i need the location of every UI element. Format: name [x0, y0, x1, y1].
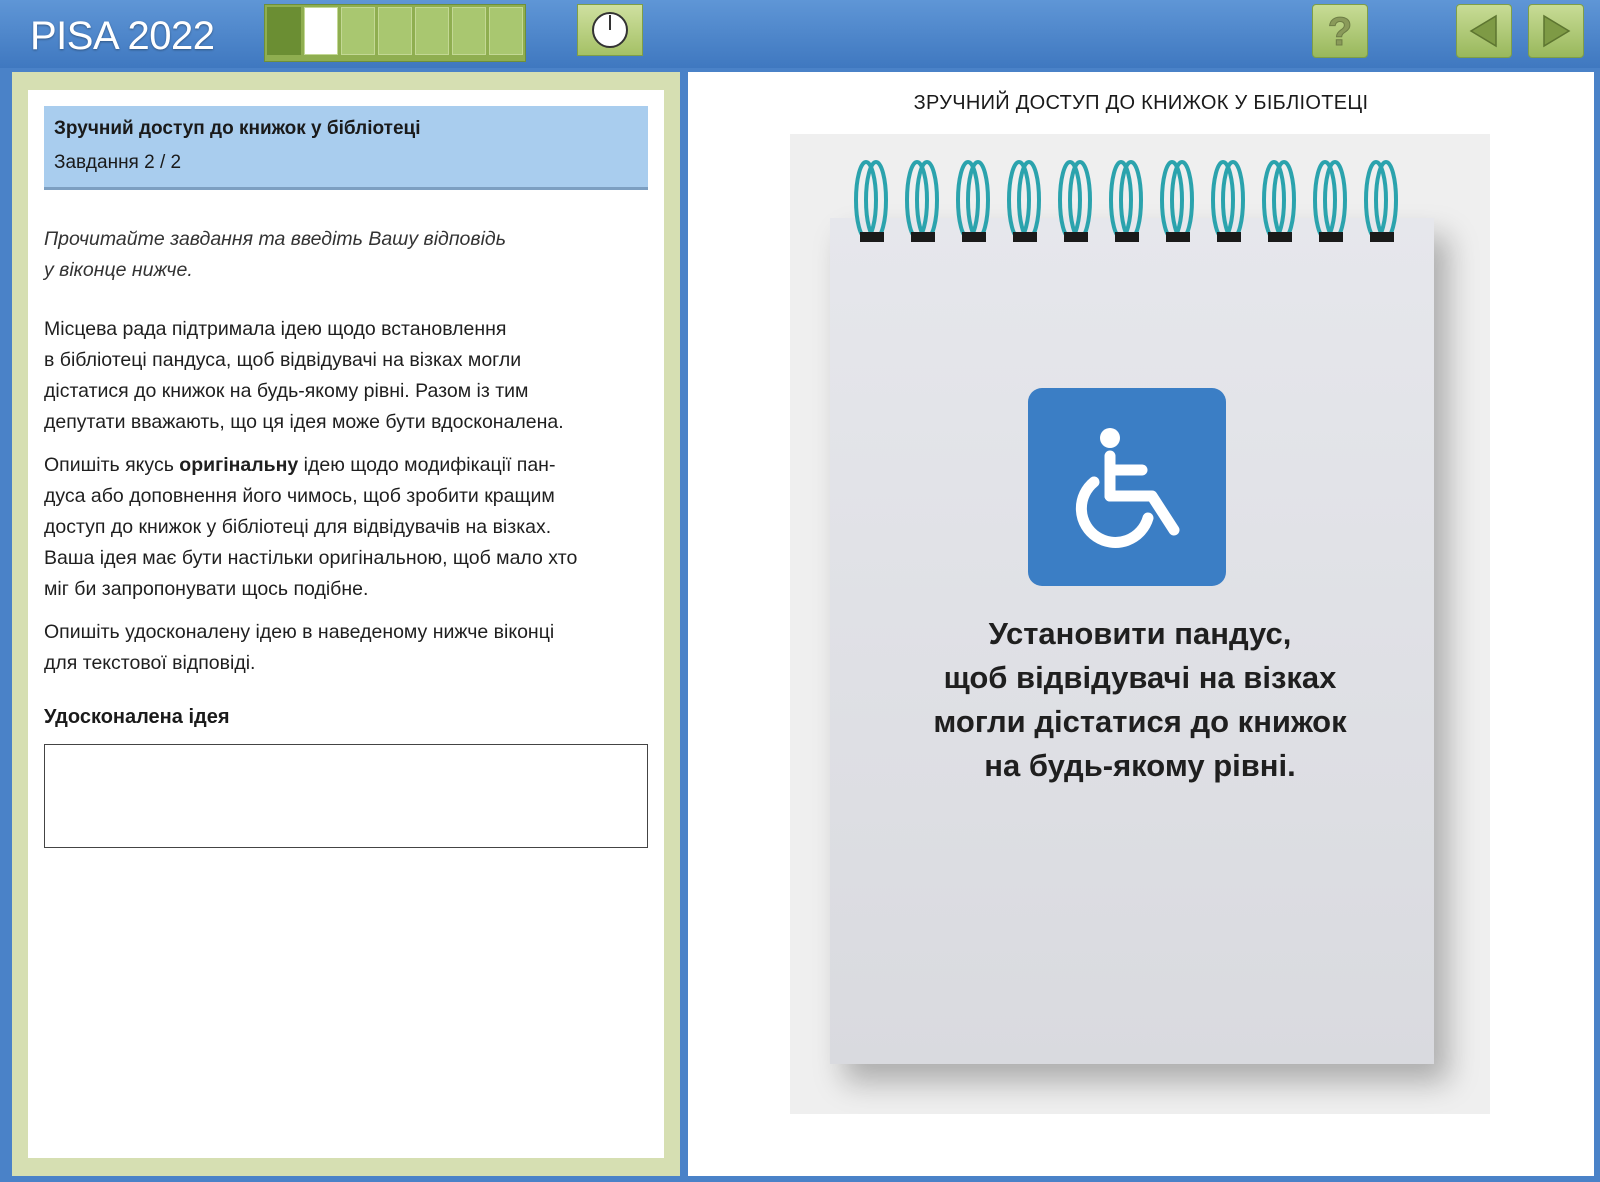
question-paragraph — [44, 450, 644, 605]
back-arrow-icon — [1466, 13, 1502, 49]
task-instructions — [44, 224, 644, 286]
wheelchair-icon — [1052, 412, 1202, 562]
clock-icon — [590, 10, 630, 50]
text-line: в бібліотеці пандуса, щоб відвідувачі на візках могли — [44, 349, 522, 371]
notepad-caption — [790, 612, 1490, 788]
text-line: міг би запропонувати щось подібне. — [44, 578, 369, 600]
text-line — [44, 450, 644, 481]
caption-line: Установити пандус, — [988, 616, 1292, 651]
progress-indicator — [264, 4, 526, 62]
text-line: депутати вважають, що ця ідея може бути вдосконалена. — [44, 411, 564, 433]
text-span: ідею щодо модифікації пан- — [298, 454, 556, 476]
progress-segment — [452, 7, 486, 55]
app-title: PISA 2022 — [30, 14, 215, 58]
back-button[interactable] — [1456, 4, 1512, 58]
emphasis-text: оригінальну — [179, 454, 299, 476]
notepad-image — [790, 134, 1490, 1114]
help-button[interactable] — [1312, 4, 1368, 58]
task-header — [44, 106, 648, 190]
text-line: Опишіть удосконалену ідею в наведеному нижче віконці — [44, 621, 555, 643]
task-title: Зручний доступ до книжок у бібліотеці — [54, 118, 421, 139]
next-button[interactable] — [1528, 4, 1584, 58]
spiral-binding-icon — [852, 158, 1412, 258]
next-arrow-icon — [1538, 13, 1574, 49]
progress-segment — [341, 7, 375, 55]
prompt-paragraph — [44, 617, 644, 679]
task-panel-content — [28, 90, 664, 1158]
top-bar — [0, 0, 1600, 68]
progress-segment — [489, 7, 523, 55]
caption-line: щоб відвідувачі на візках — [943, 660, 1337, 695]
progress-segment-current — [304, 7, 338, 55]
progress-segment — [378, 7, 412, 55]
accessibility-badge — [1028, 388, 1226, 586]
stimulus-title: ЗРУЧНИЙ ДОСТУП ДО КНИЖОК У БІБЛІОТЕЦІ — [913, 92, 1369, 114]
progress-segment — [267, 7, 301, 55]
caption-line: на будь-якому рівні. — [984, 748, 1296, 783]
text-line: для текстової відповіді. — [44, 652, 256, 674]
instructions-line: у віконце нижче. — [44, 259, 193, 281]
text-line: Місцева рада підтримала ідею щодо встановлення — [44, 318, 507, 340]
text-line: дуса або доповнення його чимось, щоб зробити кращим — [44, 485, 555, 507]
task-body — [44, 314, 644, 691]
text-span: Опишіть якусь — [44, 454, 180, 476]
task-panel — [12, 72, 680, 1176]
svg-text:?: ? — [1327, 10, 1353, 53]
context-paragraph — [44, 314, 644, 438]
answer-input[interactable] — [44, 744, 648, 848]
task-counter: Завдання 2 / 2 — [54, 152, 182, 173]
timer-button[interactable] — [577, 4, 643, 56]
caption-line: могли дістатися до книжок — [933, 704, 1347, 739]
text-line: доступ до книжок у бібліотеці для відвідувачів на візках. — [44, 516, 552, 538]
text-line: дістатися до книжок на будь-якому рівні. Разом із тим — [44, 380, 529, 402]
instructions-line: Прочитайте завдання та введіть Вашу відповідь — [44, 228, 506, 250]
question-icon — [1322, 9, 1358, 53]
answer-label: Удосконалена ідея — [44, 706, 230, 728]
text-line: Ваша ідея має бути настільки оригінальною, щоб мало хто — [44, 547, 578, 569]
stimulus-panel — [688, 72, 1594, 1176]
progress-segment — [415, 7, 449, 55]
